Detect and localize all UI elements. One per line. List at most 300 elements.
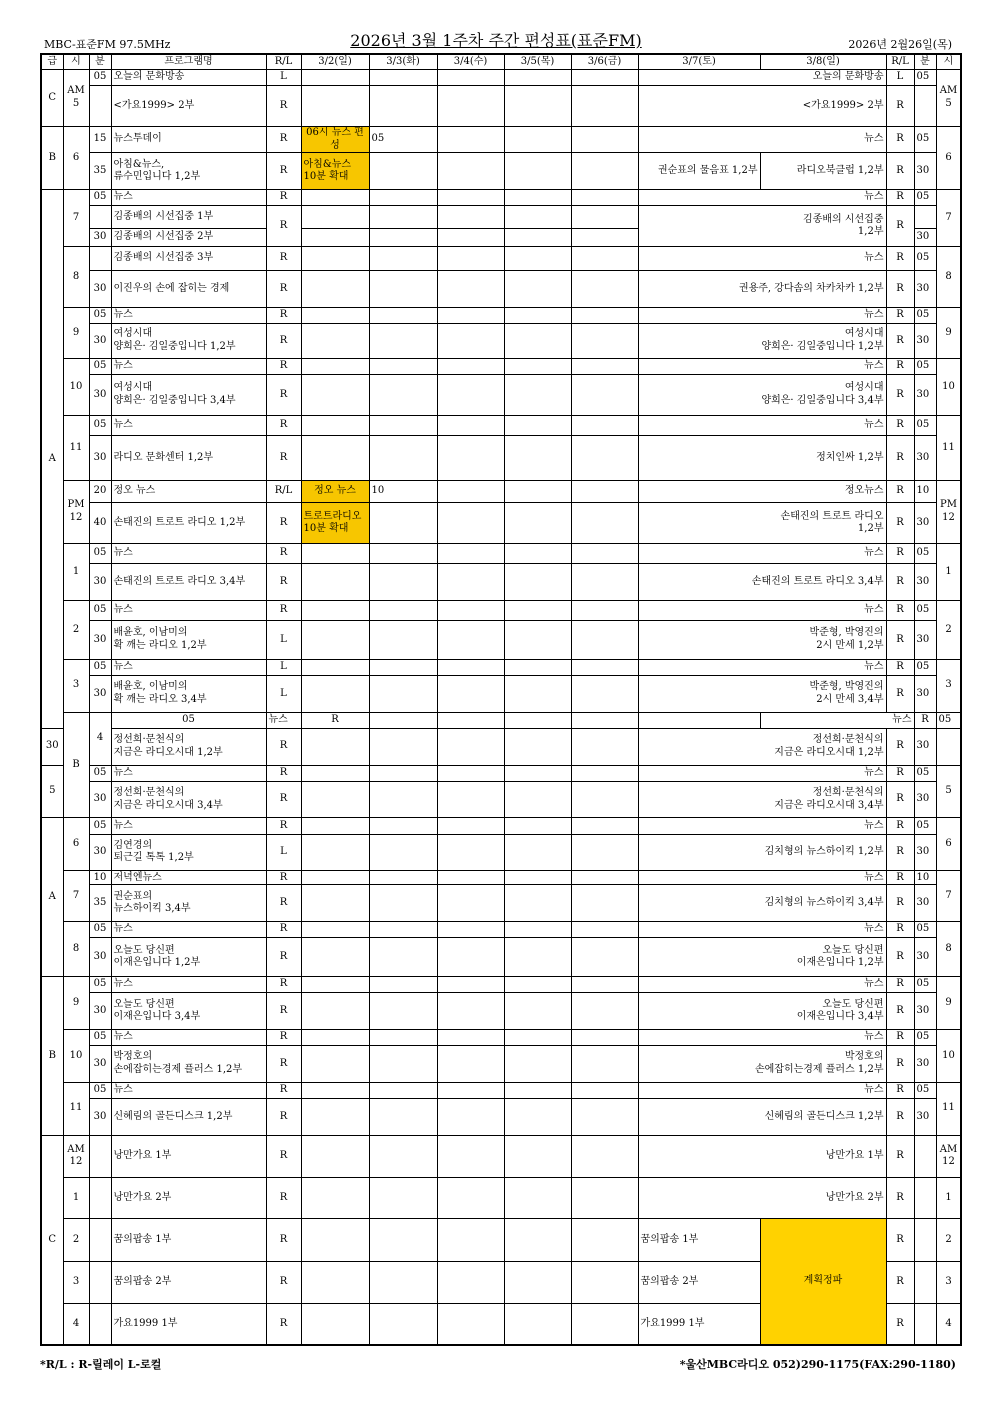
program-cell: 뉴스 — [111, 1082, 266, 1098]
relay-local-cell: R — [266, 307, 301, 323]
weekend-rl-cell: R — [886, 765, 914, 781]
weekday-cell — [369, 86, 437, 127]
sunday-cell: 라디오북클럽 1,2부 — [760, 153, 886, 190]
weekday-cell — [504, 1178, 571, 1219]
weekend-hour-cell: 6 — [936, 818, 961, 871]
weekend-cell: 낭만가요 2부 — [638, 1178, 886, 1219]
weekday-cell — [504, 375, 571, 416]
weekend-cell: 뉴스 — [760, 712, 914, 728]
relay-local-cell: R — [266, 503, 301, 544]
program-cell: 뉴스 — [111, 189, 266, 205]
schedule-row — [41, 246, 961, 270]
weekend-minute-cell — [914, 1304, 936, 1345]
minute-cell: 30 — [89, 621, 111, 660]
weekend-minute-cell: 05 — [914, 922, 936, 938]
weekend-minute-cell: 30 — [914, 1099, 936, 1136]
weekend-hour-cell: 7 — [936, 189, 961, 246]
col-0306: 3/6(금) — [571, 54, 638, 70]
weekend-rl-cell: R — [886, 206, 914, 247]
weekday-cell — [437, 977, 504, 993]
weekday-cell — [571, 228, 638, 246]
weekday-cell — [301, 993, 369, 1030]
program-cell: 손태진의 트로트 라디오 1,2부 — [111, 503, 266, 544]
schedule-row — [41, 765, 961, 781]
weekend-cell: 박준형, 박영진의 2시 만세 3,4부 — [638, 676, 886, 713]
weekday-cell — [301, 543, 369, 563]
minute-cell: 05 — [89, 659, 111, 675]
minute-cell: 05 — [89, 765, 111, 781]
relay-local-cell: R — [266, 246, 301, 270]
relay-local-cell: R — [266, 1261, 301, 1304]
weekday-cell — [437, 781, 504, 818]
relay-local-cell: R — [266, 1135, 301, 1178]
weekday-cell — [369, 307, 437, 323]
weekday-cell — [571, 871, 638, 885]
weekday-cell — [571, 1178, 638, 1219]
weekday-cell — [301, 271, 369, 308]
weekday-cell — [437, 358, 504, 374]
weekend-cell: 뉴스 — [638, 246, 886, 270]
minute-cell: 30 — [89, 271, 111, 308]
weekend-hour-cell: 1 — [936, 1178, 961, 1219]
weekend-rl-cell: R — [886, 1219, 914, 1262]
relay-local-cell: R — [266, 938, 301, 977]
program-cell: 권순표의 뉴스하이킥 3,4부 — [111, 885, 266, 922]
weekday-cell — [437, 70, 504, 86]
minute-cell: 05 — [89, 70, 111, 86]
program-cell: 라디오 문화센터 1,2부 — [111, 436, 266, 481]
weekday-cell — [504, 324, 571, 359]
hour-cell: 2 — [63, 1219, 89, 1262]
weekend-rl-cell: R — [886, 375, 914, 416]
weekend-cell: 뉴스 — [638, 1082, 886, 1098]
weekday-cell — [369, 70, 437, 86]
weekday-cell — [369, 885, 437, 922]
weekday-cell — [369, 922, 437, 938]
weekday-cell — [638, 712, 760, 728]
weekday-cell — [571, 307, 638, 323]
grade-cell: A — [41, 189, 63, 728]
hour-cell: 3 — [63, 1261, 89, 1304]
schedule-row — [41, 307, 961, 323]
program-cell: 박정호의 손에잡히는경제 플러스 1,2부 — [111, 1046, 266, 1083]
weekday-cell — [437, 189, 504, 205]
hour-cell: 8 — [63, 922, 89, 977]
weekend-minute-cell: 05 — [914, 818, 936, 834]
weekday-cell — [504, 765, 571, 781]
weekend-minute-cell — [914, 1219, 936, 1262]
noon-news-note: 정오 뉴스 — [301, 480, 369, 502]
weekday-cell — [301, 228, 369, 246]
weekday-cell — [369, 1082, 437, 1098]
weekday-cell — [504, 712, 571, 728]
weekday-cell — [369, 153, 437, 190]
weekday-cell — [369, 189, 437, 205]
weekend-rl-cell: R — [886, 307, 914, 323]
weekday-cell — [437, 676, 504, 713]
minute-cell: 05 — [89, 922, 111, 938]
minute-cell — [89, 1261, 111, 1304]
weekday-cell — [301, 246, 369, 270]
weekday-cell — [571, 358, 638, 374]
schedule-row — [41, 993, 961, 1030]
weekend-cell: 뉴스 — [638, 659, 886, 675]
weekday-cell — [504, 503, 571, 544]
weekday-cell — [437, 543, 504, 563]
col-0304: 3/4(수) — [437, 54, 504, 70]
weekday-cell — [301, 86, 369, 127]
weekend-cell: 뉴스 — [638, 543, 886, 563]
weekend-rl-cell: R — [886, 676, 914, 713]
weekend-cell: 뉴스 — [638, 307, 886, 323]
schedule-row — [41, 834, 961, 871]
weekend-rl-cell: R — [886, 126, 914, 152]
relay-local-cell: R — [266, 86, 301, 127]
weekday-cell — [369, 621, 437, 660]
schedule-row — [41, 189, 961, 205]
weekday-cell — [301, 1046, 369, 1083]
col-0305: 3/5(목) — [504, 54, 571, 70]
relay-local-cell: R — [266, 1046, 301, 1083]
minute-cell: 30 — [89, 834, 111, 871]
weekend-hour-cell: 3 — [936, 659, 961, 712]
grade-cell: C — [41, 1135, 63, 1345]
weekday-cell — [301, 1304, 369, 1345]
relay-local-cell: R — [266, 871, 301, 885]
weekday-cell — [571, 153, 638, 190]
weekend-cell: 뉴스 — [638, 977, 886, 993]
hour-cell: AM 12 — [63, 1135, 89, 1178]
weekend-hour-cell: 7 — [936, 871, 961, 922]
weekday-cell — [301, 885, 369, 922]
weekend-hour-cell: 2 — [936, 1219, 961, 1262]
weekend-hour-cell: 10 — [936, 358, 961, 415]
weekend-cell: 권용주, 강다솜의 차카차카 1,2부 — [638, 271, 886, 308]
weekday-cell — [504, 600, 571, 620]
weekend-hour-cell: 1 — [936, 543, 961, 600]
weekend-minute-cell: 05 — [914, 307, 936, 323]
col-0303: 3/3(화) — [369, 54, 437, 70]
weekday-cell — [301, 1099, 369, 1136]
program-cell: 가요1999 1부 — [111, 1304, 266, 1345]
saturday-cell: 가요1999 1부 — [638, 1304, 760, 1345]
weekend-cell: 오늘도 당신편 이재은입니다 1,2부 — [638, 938, 886, 977]
weekday-cell — [571, 126, 638, 152]
program-cell: 손태진의 트로트 라디오 3,4부 — [111, 564, 266, 601]
weekend-cell: 뉴스 — [638, 922, 886, 938]
weekday-cell — [571, 1261, 638, 1304]
weekend-rl-cell: R — [886, 436, 914, 481]
program-cell: 여성시대 양희은· 김일중입니다 1,2부 — [111, 324, 266, 359]
relay-local-cell: R — [266, 271, 301, 308]
weekday-cell — [437, 728, 504, 765]
weekend-hour-cell: 2 — [936, 600, 961, 659]
weekday-cell — [571, 676, 638, 713]
schedule-row — [41, 728, 961, 765]
minute-cell: 35 — [89, 885, 111, 922]
weekend-rl-cell: R — [886, 834, 914, 871]
weekday-cell — [571, 324, 638, 359]
weekday-cell — [437, 765, 504, 781]
schedule-row — [41, 871, 961, 885]
weekday-cell — [504, 922, 571, 938]
weekday-cell — [571, 1135, 638, 1178]
weekday-cell — [437, 324, 504, 359]
program-cell: 뉴스 — [111, 818, 266, 834]
weekend-rl-cell: R — [886, 1178, 914, 1219]
weekday-cell — [369, 781, 437, 818]
relay-local-cell: R — [266, 885, 301, 922]
weekend-rl-cell: R — [886, 189, 914, 205]
weekday-cell — [301, 659, 369, 675]
relay-local-cell: R — [266, 415, 301, 435]
weekday-cell — [369, 415, 437, 435]
relay-local-cell: R — [266, 1082, 301, 1098]
weekday-cell — [369, 1304, 437, 1345]
weekday-cell — [571, 480, 638, 502]
weekday-cell — [504, 246, 571, 270]
weekday-cell — [369, 564, 437, 601]
weekend-cell: 여성시대 양희은· 김일중입니다 3,4부 — [638, 375, 886, 416]
weekend-rl-cell: R — [886, 564, 914, 601]
weekday-cell — [301, 765, 369, 781]
relay-local-cell: R — [266, 436, 301, 481]
weekday-cell — [437, 1135, 504, 1178]
relay-local-cell: R — [266, 600, 301, 620]
weekend-minute-cell: 05 — [914, 358, 936, 374]
weekday-cell — [571, 436, 638, 481]
weekday-cell — [437, 228, 504, 246]
weekday-cell — [369, 834, 437, 871]
weekend-minute-cell: 30 — [914, 375, 936, 416]
weekday-cell — [369, 818, 437, 834]
relay-local-cell: R — [301, 712, 369, 728]
program-cell: 뉴스투데이 — [111, 126, 266, 152]
hour-cell: 3 — [63, 659, 89, 712]
weekday-cell — [301, 781, 369, 818]
schedule-row — [41, 1099, 961, 1136]
station-label: MBC-표준FM 97.5MHz — [44, 38, 171, 51]
weekend-rl-cell: R — [886, 871, 914, 885]
weekend-minute-cell: 05 — [914, 415, 936, 435]
schedule-row — [41, 659, 961, 675]
weekday-cell — [504, 415, 571, 435]
weekday-cell — [301, 564, 369, 601]
weekend-minute-cell: 05 — [914, 70, 936, 86]
weekday-cell — [301, 70, 369, 86]
weekend-minute-cell: 05 — [914, 543, 936, 563]
weekend-rl-cell: R — [886, 358, 914, 374]
hour-cell: 7 — [63, 871, 89, 922]
schedule-row — [41, 600, 961, 620]
minute-cell — [89, 1219, 111, 1262]
minute-cell: 05 — [89, 415, 111, 435]
weekday-cell — [437, 206, 504, 228]
program-cell: 신혜림의 골든디스크 1,2부 — [111, 1099, 266, 1136]
program-cell: 뉴스 — [111, 358, 266, 374]
weekday-cell — [437, 818, 504, 834]
weekend-hour-cell: 5 — [936, 765, 961, 818]
weekday-cell — [571, 781, 638, 818]
hour-cell: PM 12 — [63, 480, 89, 543]
weekday-cell — [437, 1029, 504, 1045]
weekend-minute-cell: 30 — [914, 564, 936, 601]
weekday-cell — [504, 189, 571, 205]
weekday-cell — [301, 1178, 369, 1219]
weekday-cell — [301, 1261, 369, 1304]
relay-local-cell: R — [266, 126, 301, 152]
weekday-cell — [369, 436, 437, 481]
weekday-cell — [301, 938, 369, 977]
program-cell: 꿈의팝송 2부 — [111, 1261, 266, 1304]
weekend-minute-cell: 30 — [914, 676, 936, 713]
weekday-cell — [301, 818, 369, 834]
program-cell: 뉴스 — [111, 659, 266, 675]
program-cell: 뉴스 — [111, 922, 266, 938]
noon-minute-note: 10 — [369, 480, 437, 502]
rl-legend: *R/L : R-릴레이 L-로컬 — [40, 1358, 162, 1371]
col-0308: 3/8(일) — [760, 54, 886, 70]
schedule-row — [41, 415, 961, 435]
program-cell: 뉴스 — [266, 712, 301, 728]
minute-cell — [89, 206, 111, 228]
weekend-cell: 정오뉴스 — [638, 480, 886, 502]
relay-local-cell: L — [266, 834, 301, 871]
schedule-row — [41, 480, 961, 502]
weekend-cell: 뉴스 — [638, 871, 886, 885]
weekend-minute-cell: 30 — [914, 503, 936, 544]
saturday-cell: 꿈의팝송 1부 — [638, 1219, 760, 1262]
weekday-cell — [504, 543, 571, 563]
weekday-cell — [437, 1304, 504, 1345]
hour-cell: 4 — [63, 1304, 89, 1345]
weekend-rl-cell: R — [886, 818, 914, 834]
weekday-cell — [437, 153, 504, 190]
weekend-minute-cell — [914, 1261, 936, 1304]
program-cell: 낭만가요 1부 — [111, 1135, 266, 1178]
weekday-cell — [369, 1178, 437, 1219]
weekday-cell — [437, 938, 504, 977]
weekday-cell — [437, 86, 504, 127]
weekday-cell — [301, 600, 369, 620]
weekday-cell — [571, 415, 638, 435]
weekday-cell — [571, 728, 638, 765]
weekend-minute-cell: 05 — [914, 659, 936, 675]
weekend-rl-cell: R — [886, 621, 914, 660]
schedule-row — [41, 436, 961, 481]
weekend-rl-cell: R — [886, 728, 914, 765]
weekday-cell — [571, 1219, 638, 1262]
relay-local-cell: R — [266, 728, 301, 765]
schedule-row — [41, 885, 961, 922]
col-program: 프로그램명 — [111, 54, 266, 70]
weekend-minute-cell: 30 — [914, 271, 936, 308]
weekday-cell — [369, 503, 437, 544]
hour-cell: 9 — [63, 307, 89, 358]
hour-cell: 10 — [63, 1029, 89, 1082]
weekday-cell — [437, 1261, 504, 1304]
minute-cell: 05 — [89, 358, 111, 374]
schedule-row — [41, 126, 961, 152]
weekend-rl-cell: R — [886, 1135, 914, 1178]
hour-cell: 8 — [63, 246, 89, 307]
relay-local-cell: R — [266, 977, 301, 993]
weekday-cell — [504, 781, 571, 818]
program-cell: 꿈의팝송 1부 — [111, 1219, 266, 1262]
weekend-rl-cell: R — [886, 1261, 914, 1304]
relay-local-cell: R — [266, 189, 301, 205]
program-cell: 배윤호, 이남미의 확 깨는 라디오 1,2부 — [111, 621, 266, 660]
weekend-minute-cell: 05 — [936, 712, 961, 728]
weekday-cell — [369, 938, 437, 977]
minute-cell: 30 — [89, 324, 111, 359]
minute-cell: 35 — [89, 153, 111, 190]
weekday-cell — [571, 1046, 638, 1083]
schedule-row — [41, 358, 961, 374]
weekday-cell — [571, 189, 638, 205]
program-cell: 김연경의 퇴근길 톡톡 1,2부 — [111, 834, 266, 871]
relay-local-cell: R/L — [266, 480, 301, 502]
hour-cell: 10 — [63, 358, 89, 415]
minute-cell: 30 — [89, 938, 111, 977]
col-0302: 3/2(일) — [301, 54, 369, 70]
schedule-row — [41, 938, 961, 977]
weekday-cell — [571, 765, 638, 781]
weekday-cell — [504, 228, 571, 246]
weekend-cell: 정선희·문천식의 지금은 라디오시대 3,4부 — [638, 781, 886, 818]
relay-local-cell: L — [266, 676, 301, 713]
weekday-cell — [301, 621, 369, 660]
weekend-minute-cell: 30 — [914, 153, 936, 190]
weekend-cell: 뉴스 — [638, 358, 886, 374]
weekday-cell — [369, 1029, 437, 1045]
weekday-cell — [301, 728, 369, 765]
weekend-minute-cell: 05 — [914, 765, 936, 781]
weekday-cell — [301, 1029, 369, 1045]
weekday-cell — [571, 885, 638, 922]
schedule-row — [41, 1046, 961, 1083]
hour-cell: 6 — [63, 818, 89, 871]
weekend-cell: 오늘도 당신편 이재은입니다 3,4부 — [638, 993, 886, 1030]
weekend-cell: 손태진의 트로트 라디오 3,4부 — [638, 564, 886, 601]
program-cell: 뉴스 — [111, 415, 266, 435]
hour-cell: 7 — [63, 189, 89, 246]
issue-date: 2026년 2월26일(목) — [848, 38, 952, 51]
program-cell: 뉴스 — [111, 765, 266, 781]
relay-local-cell: R — [266, 818, 301, 834]
schedule-table — [40, 53, 962, 1346]
minute-cell: 05 — [89, 1082, 111, 1098]
weekday-cell — [504, 206, 571, 228]
weekday-cell — [504, 358, 571, 374]
weekday-cell — [571, 206, 638, 228]
weekday-cell — [301, 358, 369, 374]
weekday-cell — [369, 765, 437, 781]
weekday-cell — [504, 1135, 571, 1178]
weekend-rl-cell: R — [886, 1046, 914, 1083]
saturday-cell: 권순표의 물음표 1,2부 — [638, 153, 760, 190]
relay-local-cell: R — [266, 324, 301, 359]
weekend-rl-cell: R — [886, 543, 914, 563]
minute-cell: 05 — [89, 189, 111, 205]
weekday-cell — [437, 307, 504, 323]
weekend-rl-cell: L — [886, 70, 914, 86]
weekday-cell — [369, 271, 437, 308]
weekend-minute-cell: 05 — [914, 600, 936, 620]
weekend-minute-cell — [914, 86, 936, 127]
weekday-cell — [437, 600, 504, 620]
weekend-rl-cell: R — [886, 1029, 914, 1045]
